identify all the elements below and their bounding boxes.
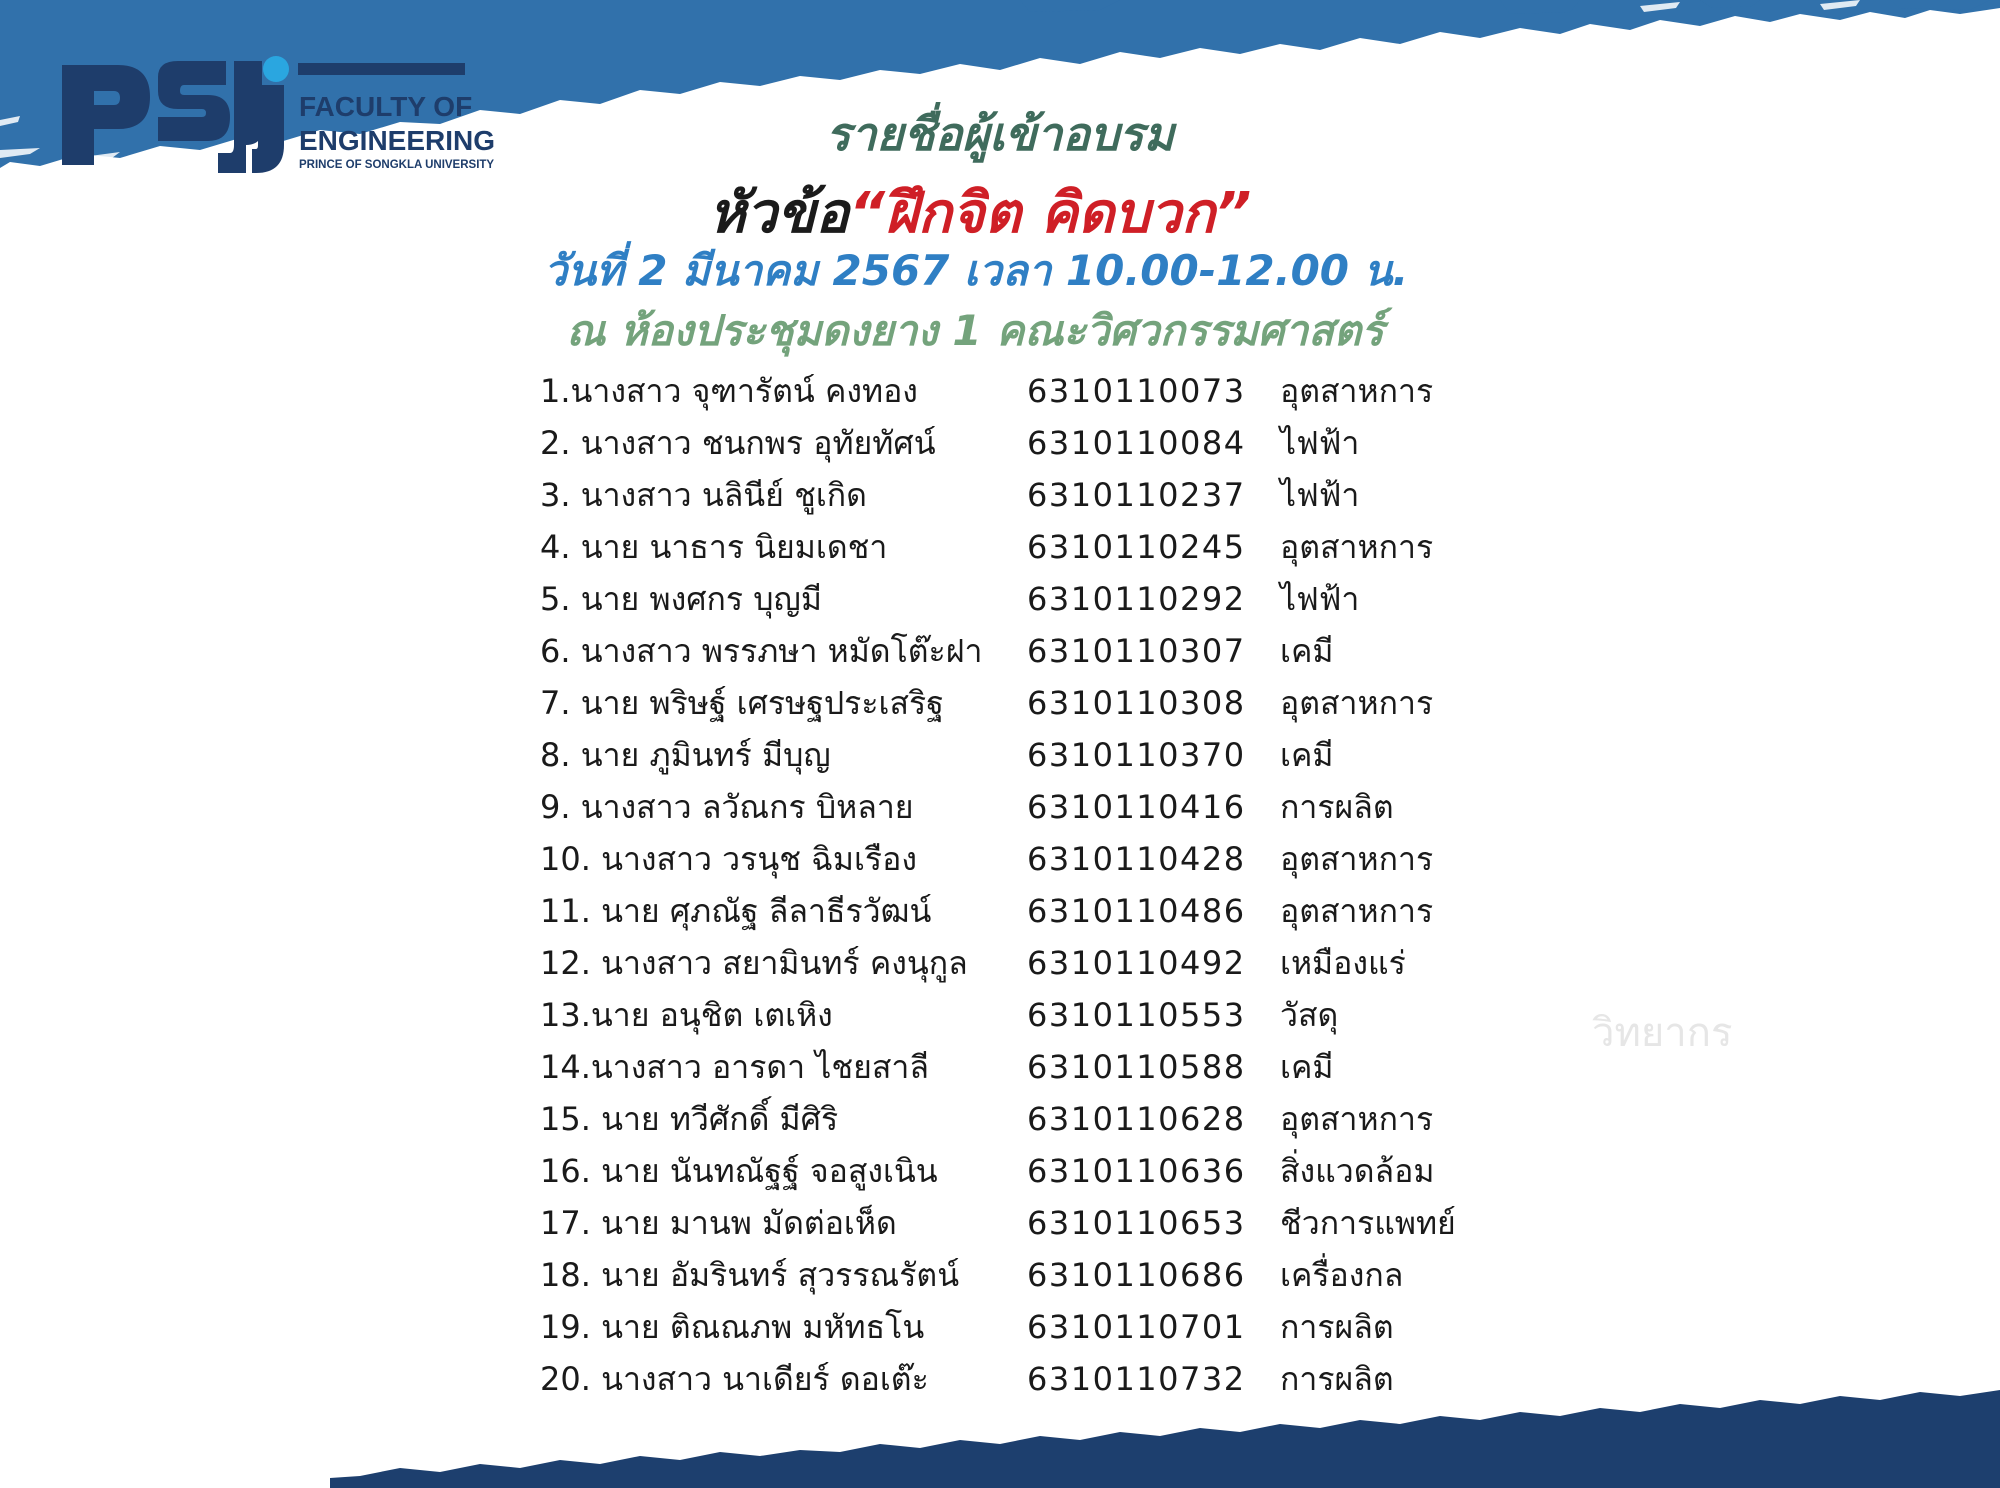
list-item xyxy=(540,1301,1540,1353)
participant-student-id: 6310110307 xyxy=(1027,632,1246,670)
participant-student-id: 6310110653 xyxy=(1027,1204,1246,1242)
participant-student-id: 6310110732 xyxy=(1027,1360,1246,1398)
list-item xyxy=(540,989,1540,1041)
list-item xyxy=(540,1041,1540,1093)
participant-department: การผลิต xyxy=(1280,1360,1394,1398)
participant-name: 11. นาย ศุภณัฐ ลีลาธีรวัฒน์ xyxy=(540,892,932,930)
participant-department: อุตสาหการ xyxy=(1280,372,1434,410)
participant-name: 4. นาย นาธาร นิยมเดชา xyxy=(540,528,888,566)
participant-name: 8. นาย ภูมินทร์ มีบุญ xyxy=(540,736,831,774)
page-title: รายชื่อผู้เข้าอบรม xyxy=(825,107,1175,161)
participant-student-id: 6310110628 xyxy=(1027,1100,1246,1138)
list-item xyxy=(540,833,1540,885)
participant-name: 16. นาย นันทณัฐฐ์ จอสูงเนิน xyxy=(540,1152,938,1190)
participant-student-id: 6310110416 xyxy=(1027,788,1246,826)
list-item xyxy=(540,365,1540,417)
list-item xyxy=(540,625,1540,677)
logo-engineering-label: ENGINEERING xyxy=(299,125,496,156)
participant-student-id: 6310110370 xyxy=(1027,736,1246,774)
participant-department: ไฟฟ้า xyxy=(1280,476,1360,514)
participant-department: อุตสาหการ xyxy=(1280,892,1434,930)
participant-department: เคมี xyxy=(1280,1048,1334,1086)
participant-name: 9. นางสาว ลวัณกร บิหลาย xyxy=(540,788,914,826)
list-item xyxy=(540,937,1540,989)
participant-name: 1.นางสาว จุฑารัตน์ คงทอง xyxy=(540,372,918,410)
topic-prefix: หัวข้อ xyxy=(708,181,849,246)
participant-department: เหมืองแร่ xyxy=(1280,944,1406,982)
participant-department: การผลิต xyxy=(1280,788,1394,826)
participant-name: 3. นางสาว นลินีย์ ชูเกิด xyxy=(540,476,867,514)
participant-student-id: 6310110492 xyxy=(1027,944,1246,982)
list-item xyxy=(540,677,1540,729)
participant-student-id: 6310110237 xyxy=(1027,476,1246,514)
participant-student-id: 6310110553 xyxy=(1027,996,1246,1034)
list-item xyxy=(540,573,1540,625)
participant-name: 18. นาย อัมรินทร์ สุวรรณรัตน์ xyxy=(540,1256,960,1294)
participant-name: 17. นาย มานพ มัดต่อเห็ด xyxy=(540,1204,897,1242)
participant-department: ชีวการแพทย์ xyxy=(1280,1204,1456,1242)
participant-department: เคมี xyxy=(1280,736,1334,774)
participant-department: สิ่งแวดล้อม xyxy=(1280,1152,1435,1190)
participant-name: 13.นาย อนุชิต เตเหิง xyxy=(540,996,833,1034)
participant-name: 7. นาย พริษฐ์ เศรษฐประเสริฐ xyxy=(540,684,944,722)
participant-department: เคมี xyxy=(1280,632,1334,670)
watermark-text: วิทยากร xyxy=(1592,1010,1733,1056)
date-line: วันที่ 2 มีนาคม 2567 เวลา 10.00-12.00 น. xyxy=(543,246,1409,295)
logo-faculty-label: FACULTY OF xyxy=(299,91,473,122)
participant-name: 20. นางสาว นาเดียร์ ดอเต๊ะ xyxy=(540,1360,929,1398)
participant-name: 12. นางสาว สยามินทร์ คงนุกูล xyxy=(540,944,968,982)
participant-list xyxy=(540,365,1540,1405)
participant-student-id: 6310110428 xyxy=(1027,840,1246,878)
list-item xyxy=(540,885,1540,937)
participant-department: เครื่องกล xyxy=(1280,1256,1404,1294)
logo-bar xyxy=(298,63,465,75)
participant-name: 19. นาย ติณณภพ มหัทธโน xyxy=(540,1308,925,1346)
venue-line: ณ ห้องประชุมดงยาง 1 คณะวิศวกรรมศาสตร์ xyxy=(566,306,1384,355)
list-item xyxy=(540,1249,1540,1301)
participant-name: 6. นางสาว พรรภษา หมัดโต๊ะฝา xyxy=(540,632,983,670)
list-item xyxy=(540,1093,1540,1145)
list-item xyxy=(540,1353,1540,1405)
participant-name: 10. นางสาว วรนุช ฉิมเรือง xyxy=(540,840,917,878)
participant-student-id: 6310110701 xyxy=(1027,1308,1246,1346)
participant-department: วัสดุ xyxy=(1280,996,1339,1034)
list-item xyxy=(540,1197,1540,1249)
list-item xyxy=(540,469,1540,521)
participant-department: ไฟฟ้า xyxy=(1280,580,1360,618)
list-item xyxy=(540,521,1540,573)
participant-student-id: 6310110073 xyxy=(1027,372,1246,410)
participant-student-id: 6310110686 xyxy=(1027,1256,1246,1294)
participant-student-id: 6310110084 xyxy=(1027,424,1246,462)
participant-student-id: 6310110486 xyxy=(1027,892,1246,930)
list-item xyxy=(540,1145,1540,1197)
list-item xyxy=(540,729,1540,781)
participant-student-id: 6310110588 xyxy=(1027,1048,1246,1086)
participant-department: อุตสาหการ xyxy=(1280,840,1434,878)
participant-department: อุตสาหการ xyxy=(1280,684,1434,722)
topic-title: “ฝึกจิต คิดบวก” xyxy=(849,181,1252,246)
participant-student-id: 6310110245 xyxy=(1027,528,1246,566)
list-item xyxy=(540,417,1540,469)
participant-name: 15. นาย ทวีศักดิ์ มีศิริ xyxy=(540,1100,839,1138)
participant-name: 5. นาย พงศกร บุญมี xyxy=(540,580,822,618)
participant-student-id: 6310110292 xyxy=(1027,580,1246,618)
participant-department: อุตสาหการ xyxy=(1280,528,1434,566)
participant-name: 14.นางสาว อารดา ไชยสาลี xyxy=(540,1048,929,1086)
participant-student-id: 6310110308 xyxy=(1027,684,1246,722)
participant-student-id: 6310110636 xyxy=(1027,1152,1246,1190)
participant-department: ไฟฟ้า xyxy=(1280,424,1360,462)
logo-university-label: PRINCE OF SONGKLA UNIVERSITY xyxy=(299,159,495,171)
participant-department: การผลิต xyxy=(1280,1308,1394,1346)
list-item xyxy=(540,781,1540,833)
participant-name: 2. นางสาว ชนกพร อุทัยทัศน์ xyxy=(540,424,936,462)
participant-department: อุตสาหการ xyxy=(1280,1100,1434,1138)
